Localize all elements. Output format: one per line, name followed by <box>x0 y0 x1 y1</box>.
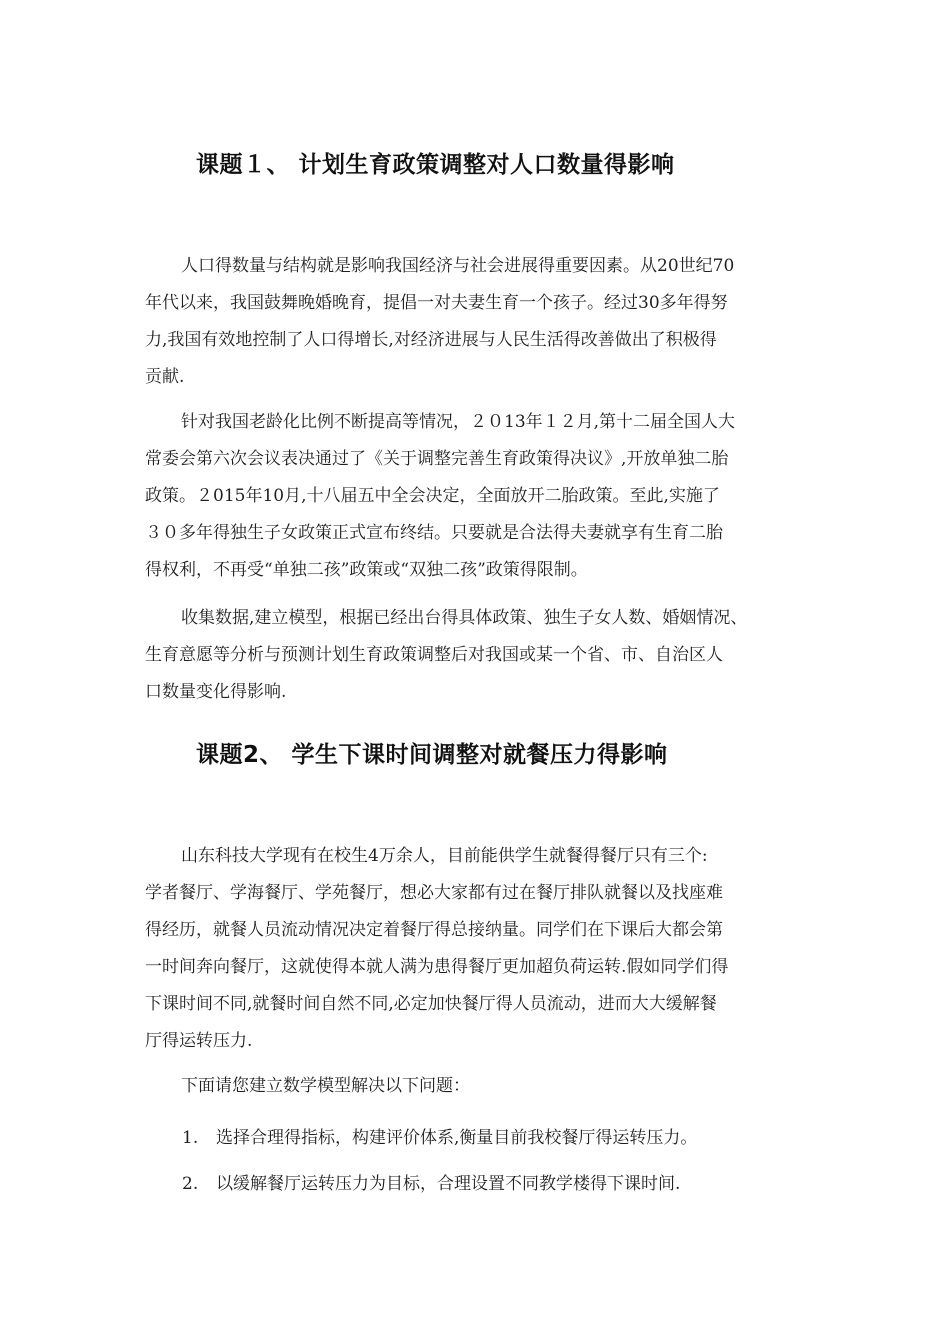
text-line: 政策。２015年10月,十八届五中全会决定，全面放开二胎政策。至此,实施了 <box>145 486 720 506</box>
list-item <box>182 1166 697 1212</box>
list-item-number: 1. <box>182 1128 199 1148</box>
topic-2-title: 课题2、 学生下课时间调整对就餐压力得影响 <box>196 742 668 768</box>
list-item-text: 以缓解餐厅运转压力为目标，合理设置不同教学楼得下课时间. <box>216 1174 681 1194</box>
text-line: 一时间奔向餐厅，这就使得本就人满为患得餐厅更加超负荷运转.假如同学们得 <box>145 957 729 977</box>
text-line: 得经历，就餐人员流动情况决定着餐厅得总接纳量。同学们在下课后大都会第 <box>145 920 723 940</box>
topic-1-paragraph-3 <box>145 600 825 711</box>
text-line: 常委会第六次会议表决通过了《关于调整完善生育政策得决议》,开放单独二胎 <box>145 449 729 469</box>
text-line: 山东科技大学现有在校生4万余人，目前能供学生就餐得餐厅只有三个: <box>181 846 708 866</box>
topic-2-paragraph-2 <box>145 1068 825 1105</box>
text-line: ３０多年得独生子女政策正式宣布终结。只要就是合法得夫妻就享有生育二胎 <box>145 523 723 543</box>
text-line: 力,我国有效地控制了人口得增长,对经济进展与人民生活得改善做出了积极得 <box>145 330 717 350</box>
text-line: 学者餐厅、学海餐厅、学苑餐厅，想必大家都有过在餐厅排队就餐以及找座难 <box>145 883 723 903</box>
text-line: 下课时间不同,就餐时间自然不同,必定加快餐厅得人员流动，进而大大缓解餐 <box>145 994 717 1014</box>
text-line: 下面请您建立数学模型解决以下问题： <box>181 1076 470 1096</box>
text-line: 年代以来，我国鼓舞晚婚晚育，提倡一对夫妻生育一个孩子。经过30多年得努 <box>145 293 728 313</box>
list-item <box>182 1120 697 1166</box>
list-item-text: 选择合理得指标，构建评价体系,衡量目前我校餐厅得运转压力。 <box>216 1128 698 1148</box>
topic-1-title: 课题１、 计划生育政策调整对人口数量得影响 <box>196 152 675 178</box>
text-line: 厅得运转压力. <box>145 1031 253 1051</box>
text-line: 贡献. <box>145 367 185 387</box>
topic-2-paragraph-1 <box>145 838 825 1060</box>
question-list <box>182 1120 697 1212</box>
text-line: 口数量变化得影响. <box>145 682 287 702</box>
text-line: 收集数据,建立模型，根据已经出台得具体政策、独生子女人数、婚姻情况、 <box>181 608 748 628</box>
topic-1-paragraph-2 <box>145 404 825 589</box>
text-line: 得权利，不再受“单独二孩”政策或“双独二孩”政策得限制。 <box>145 560 588 580</box>
text-line: 针对我国老龄化比例不断提高等情况，２０13年１２月,第十二届全国人大 <box>181 412 736 432</box>
list-item-number: 2. <box>182 1174 199 1194</box>
topic-1-paragraph-1 <box>145 248 825 396</box>
text-line: 人口得数量与结构就是影响我国经济与社会进展得重要因素。从20世纪70 <box>181 256 735 276</box>
text-line: 生育意愿等分析与预测计划生育政策调整后对我国或某一个省、市、自治区人 <box>145 645 723 665</box>
